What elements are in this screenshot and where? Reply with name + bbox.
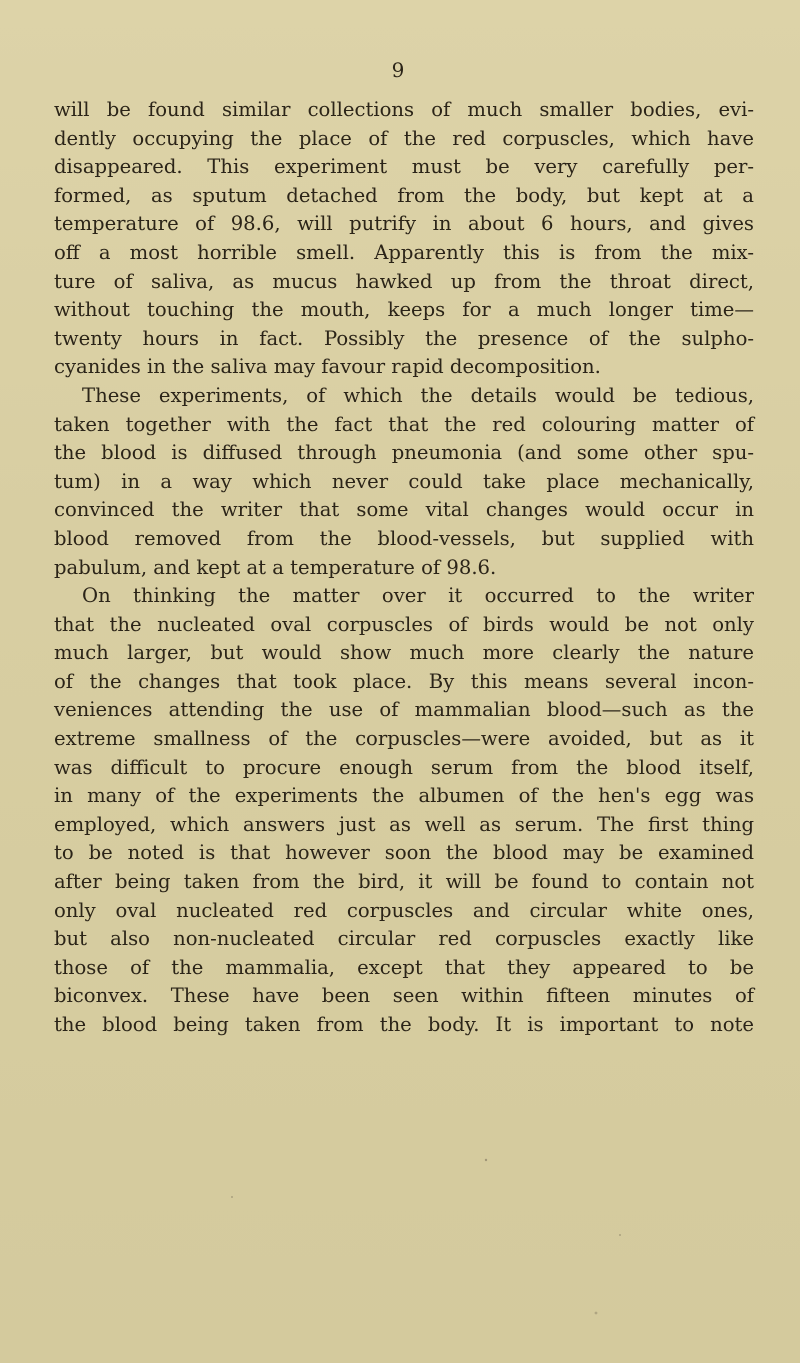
text-line: disappeared. This experiment must be very carefully per- (54, 155, 754, 179)
text-line: was difficult to procure enough serum from the blood itself, (54, 755, 754, 779)
text-line: cyanides in the saliva may favour rapid decomposition. (54, 355, 601, 379)
text-line: extreme smallness of the corpuscles—were avoided, but as it (54, 727, 754, 751)
text-line: blood removed from the blood-vessels, but supplied with (54, 526, 754, 550)
text-line: temperature of 98.6, will putrify in about 6 hours, and gives (54, 212, 754, 236)
text-line: to be noted is that however soon the blood may be examined (54, 841, 754, 865)
text-line: the blood is diffused through pneumonia (and some other spu- (54, 441, 754, 465)
text-line: that the nucleated oval corpuscles of birds would be not only (54, 612, 754, 636)
text-line: veniences attending the use of mammalian blood—such as the (54, 698, 754, 722)
text-line: On thinking the matter over it occurred to the writer (82, 584, 754, 608)
text-line: pabulum, and kept at a temperature of 98.6. (54, 555, 497, 579)
text-line: only oval nucleated red corpuscles and circular white ones, (54, 898, 754, 922)
text-line: taken together with the fact that the red colouring matter of (54, 412, 754, 436)
text-line: dently occupying the place of the red corpuscles, which have (54, 126, 754, 150)
text-line: of the changes that took place. By this means several incon- (54, 669, 754, 693)
text-line: off a most horrible smell. Apparently this is from the mix- (54, 240, 754, 264)
body-text (54, 96, 754, 1040)
text-line: These experiments, of which the details would be tedious, (82, 383, 754, 407)
text-line: ture of saliva, as mucus hawked up from the throat direct, (54, 269, 754, 293)
text-line: much larger, but would show much more clearly the nature (54, 641, 754, 665)
page-number: 9 (391, 58, 405, 82)
text-line: the blood being taken from the body. It is important to note (54, 1013, 754, 1036)
text-line: tum) in a way which never could take place mechanically, (54, 469, 754, 493)
text-line: twenty hours in fact. Possibly the presence of the sulpho- (54, 326, 754, 350)
text-line: employed, which answers just as well as serum. The first thing (54, 812, 754, 836)
text-line: but also non-nucleated circular red corpuscles exactly like (54, 927, 754, 951)
text-line: formed, as sputum detached from the body, but kept at a (54, 183, 754, 207)
text-line: convinced the writer that some vital changes would occur in (54, 498, 754, 522)
text-line: after being taken from the bird, it will be found to contain not (54, 870, 754, 894)
text-line: those of the mammalia, except that they appeared to be (54, 955, 754, 979)
text-line: in many of the experiments the albumen of the hen's egg was (54, 784, 754, 808)
text-line: will be found similar collections of much smaller bodies, evi- (54, 98, 754, 121)
text-line: without touching the mouth, keeps for a much longer time— (54, 298, 754, 322)
text-line: biconvex. These have been seen within fifteen minutes of (54, 984, 754, 1008)
